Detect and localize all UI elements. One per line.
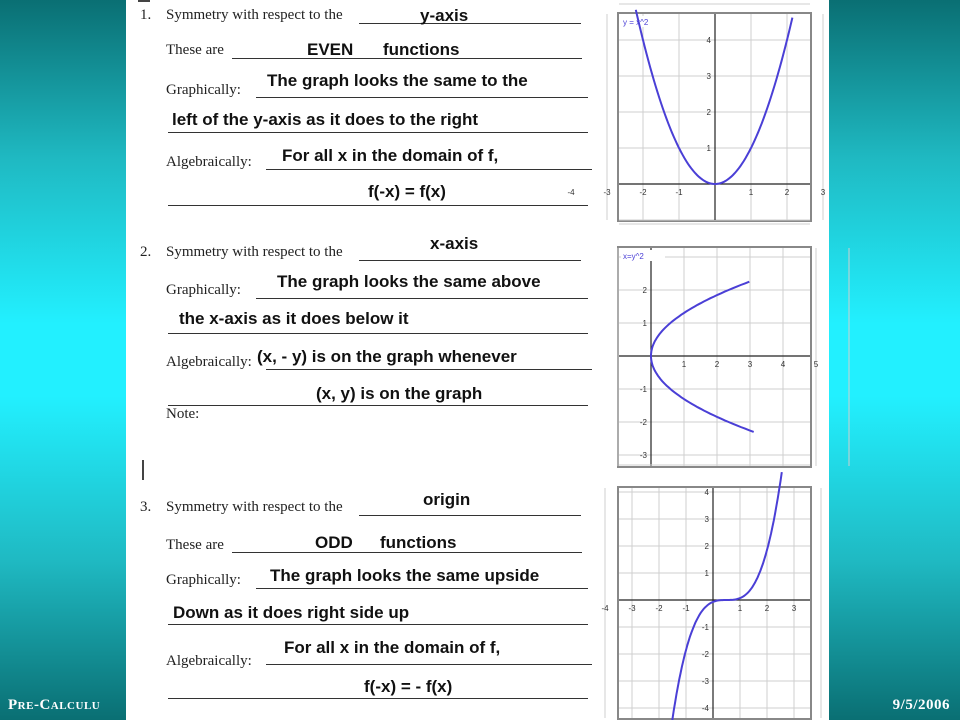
graph-title: y = x^2	[623, 18, 649, 27]
section-2-algebraically-line1: (x, - y) is on the graph whenever	[257, 347, 517, 366]
section-3-graphically-line2: Down as it does right side up	[173, 603, 410, 622]
section-3-prompt: Symmetry with respect to the	[166, 499, 343, 515]
section-1-graphically-line2: left of the y-axis as it does to the right	[172, 110, 479, 129]
x-tick-label: -3	[603, 188, 611, 197]
section-3-graphically-label: Graphically:	[166, 572, 241, 588]
x-tick-label: 1	[737, 604, 743, 613]
graph-title: x=y^2	[623, 252, 644, 261]
section-2-prompt: Symmetry with respect to the	[166, 244, 343, 260]
x-tick-label: 1	[681, 360, 687, 369]
answer-line	[256, 97, 588, 98]
section-1-graphically-label: Graphically:	[166, 82, 241, 98]
answer-line	[359, 23, 581, 24]
answer-line	[266, 169, 592, 170]
function-curve	[648, 472, 782, 720]
section-1-answer-axis: y-axis	[420, 6, 469, 25]
footer-course-title: Pre-Calculu	[8, 697, 101, 713]
y-tick-label: -1	[701, 623, 709, 632]
y-tick-label: -3	[639, 451, 647, 460]
answer-line	[168, 624, 588, 625]
section-3-algebraically-label: Algebraically:	[166, 653, 252, 669]
y-tick-label: 4	[706, 36, 711, 45]
y-tick-label: 1	[704, 569, 709, 578]
x-tick-label: -1	[675, 188, 683, 197]
footer-date: 9/5/2006	[892, 697, 950, 713]
x-tick-label: 4	[780, 360, 786, 369]
answer-line	[168, 698, 588, 699]
answer-line	[168, 405, 588, 406]
y-tick-label: 2	[706, 108, 711, 117]
x-tick-label: -2	[639, 188, 647, 197]
answer-line	[266, 369, 592, 370]
graph-svg	[619, 248, 819, 466]
answer-line	[359, 260, 581, 261]
y-tick-label: 4	[704, 488, 709, 497]
section-3-graphically-line1: The graph looks the same upside	[270, 566, 540, 585]
x-tick-label: 3	[820, 188, 826, 197]
y-tick-label: -3	[701, 677, 709, 686]
section-2-graphically-line1: The graph looks the same above	[277, 272, 541, 291]
x-tick-label: -4	[567, 188, 575, 197]
x-tick-label: 2	[764, 604, 770, 613]
graph-y-equals-x-squared	[567, 12, 826, 222]
x-tick-label: -1	[682, 604, 690, 613]
x-tick-label: 1	[748, 188, 754, 197]
worksheet-page	[126, 0, 829, 720]
section-3-answer-axis: origin	[423, 490, 471, 509]
graph-x-equals-y-squared	[617, 246, 819, 468]
section-1-prompt: Symmetry with respect to the	[166, 7, 343, 23]
x-tick-label: -2	[655, 604, 663, 613]
section-2-note-label: Note:	[166, 406, 200, 422]
stray-mark-top	[138, 0, 150, 2]
answer-line	[256, 298, 588, 299]
answer-line	[168, 333, 588, 334]
graph-svg	[601, 488, 810, 718]
section-2-answer-axis: x-axis	[430, 234, 479, 253]
x-tick-label: 2	[714, 360, 720, 369]
y-tick-label: -2	[639, 418, 647, 427]
section-2-graphically-line2: the x-axis as it does below it	[179, 309, 409, 328]
x-tick-label: -4	[601, 604, 609, 613]
function-curve	[651, 282, 754, 432]
section-2-graphically-label: Graphically:	[166, 282, 241, 298]
y-tick-label: -2	[701, 650, 709, 659]
y-tick-label: 3	[706, 72, 711, 81]
section-1-answer-type: EVEN	[307, 40, 354, 59]
y-tick-label: -1	[639, 385, 647, 394]
y-tick-label: 2	[642, 286, 647, 295]
y-tick-label: 1	[706, 144, 711, 153]
x-tick-label: 5	[813, 360, 819, 369]
y-tick-label: 3	[704, 515, 709, 524]
x-tick-label: 2	[784, 188, 790, 197]
graph-cubic	[601, 486, 812, 720]
stray-mark-middle	[142, 460, 144, 480]
section-1-algebraically-line2: f(-x) = f(x)	[368, 182, 446, 201]
graph-svg	[567, 14, 826, 220]
y-tick-label: 1	[642, 319, 647, 328]
x-tick-label: 3	[791, 604, 797, 613]
answer-line	[168, 205, 588, 206]
section-2-algebraically-line2: (x, y) is on the graph	[316, 384, 483, 403]
function-curve	[636, 10, 793, 184]
section-1-these-are-label: These are	[166, 42, 224, 58]
section-3-answer-type-suffix: functions	[380, 533, 457, 552]
section-1-algebraically-label: Algebraically:	[166, 154, 252, 170]
section-2-algebraically-label: Algebraically:	[166, 354, 252, 370]
section-3-number: 3.	[140, 499, 152, 515]
section-1-graphically-line1: The graph looks the same to the	[267, 71, 528, 90]
section-3-answer-type: ODD	[315, 533, 353, 552]
x-tick-label: -3	[628, 604, 636, 613]
answer-line	[266, 664, 592, 665]
answer-line	[359, 515, 581, 516]
section-1-answer-type-suffix: functions	[383, 40, 460, 59]
section-1-algebraically-line1: For all x in the domain of f,	[282, 146, 499, 165]
section-1-number: 1.	[140, 7, 152, 23]
y-tick-label: -4	[701, 704, 709, 713]
section-3-algebraically-line2: f(-x) = - f(x)	[364, 677, 453, 696]
answer-line	[168, 132, 588, 133]
section-3-these-are-label: These are	[166, 537, 224, 553]
y-tick-label: 2	[704, 542, 709, 551]
section-2-number: 2.	[140, 244, 152, 260]
answer-line	[256, 588, 588, 589]
section-3-algebraically-line1: For all x in the domain of f,	[284, 638, 501, 657]
x-tick-label: 3	[747, 360, 753, 369]
